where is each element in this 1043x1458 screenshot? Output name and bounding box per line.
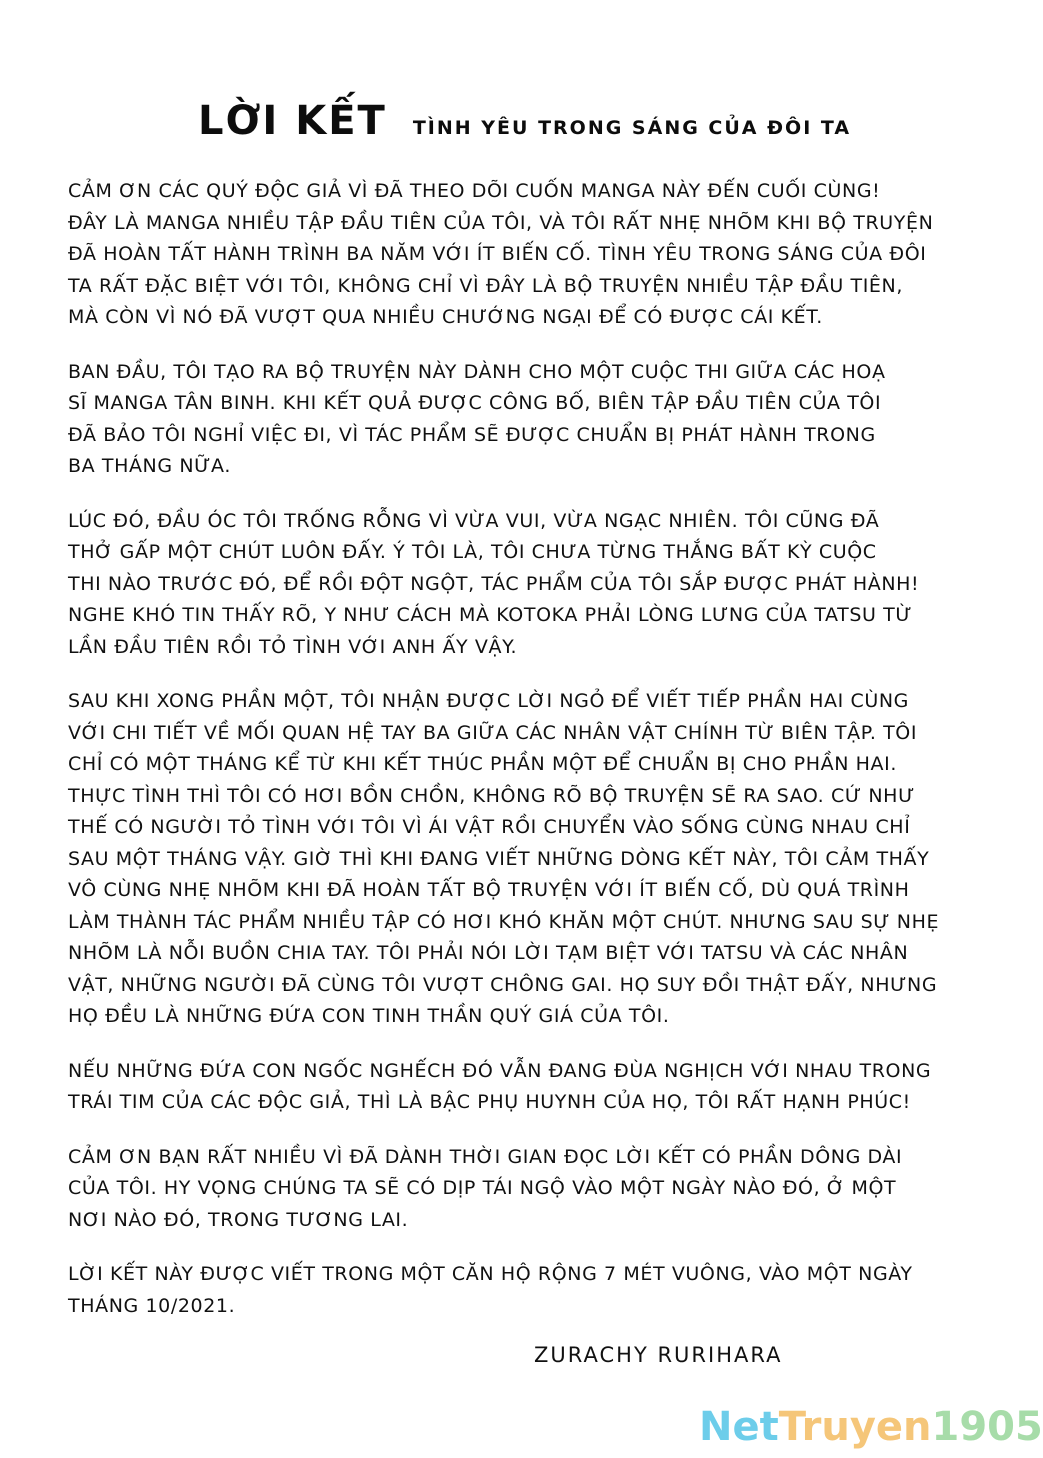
paragraph bbox=[68, 357, 968, 483]
text-line: LÚC ĐÓ, ĐẦU ÓC TÔI TRỐNG RỖNG VÌ VỪA VUI, VỪA NGẠC NHIÊN. TÔI CŨNG ĐÃ bbox=[68, 509, 880, 532]
text-line: VỚI CHI TIẾT VỀ MỐI QUAN HỆ TAY BA GIỮA CÁC NHÂN VẬT CHÍNH TỪ BIÊN TẬP. TÔI bbox=[68, 721, 918, 744]
text-line: BAN ĐẦU, TÔI TẠO RA BỘ TRUYỆN NÀY DÀNH CHO MỘT CUỘC THI GIỮA CÁC HOẠ bbox=[68, 360, 886, 383]
text-line: CẢM ƠN CÁC QUÝ ĐỘC GIẢ VÌ ĐÃ THEO DÕI CUỐN MANGA NÀY ĐẾN CUỐI CÙNG! bbox=[68, 180, 881, 202]
afterword-header bbox=[198, 98, 851, 150]
text-line: CỦA TÔI. HY VỌNG CHÚNG TA SẼ CÓ DỊP TÁI NGỘ VÀO MỘT NGÀY NÀO ĐÓ, Ở MỘT bbox=[68, 1177, 897, 1199]
text-line: TA RẤT ĐẶC BIỆT VỚI TÔI, KHÔNG CHỈ VÌ ĐÂY LÀ BỘ TRUYỆN NHIỀU TẬP ĐẦU TIÊN, bbox=[68, 274, 903, 297]
paragraph bbox=[68, 1142, 968, 1237]
text-line: THỞ GẤP MỘT CHÚT LUÔN ĐẤY. Ý TÔI LÀ, TÔI CHƯA TỪNG THẮNG BẤT KỲ CUỘC bbox=[68, 541, 877, 563]
paragraph bbox=[68, 1056, 968, 1119]
watermark-part-truyen: Truyen bbox=[778, 1404, 932, 1450]
site-watermark bbox=[699, 1404, 1043, 1450]
text-line: NẾU NHỮNG ĐỨA CON NGỐC NGHẾCH ĐÓ VẪN ĐANG ĐÙA NGHỊCH VỚI NHAU TRONG bbox=[68, 1059, 932, 1082]
text-line: ĐÂY LÀ MANGA NHIỀU TẬP ĐẦU TIÊN CỦA TÔI, VÀ TÔI RẤT NHẸ NHÕM KHI BỘ TRUYỆN bbox=[68, 211, 934, 234]
afterword-title: LỜI KẾT bbox=[198, 98, 387, 144]
text-line: TRÁI TIM CỦA CÁC ĐỘC GIẢ, THÌ LÀ BẬC PHỤ HUYNH CỦA HỌ, TÔI RẤT HẠNH PHÚC! bbox=[68, 1091, 911, 1113]
text-line: THÁNG 10/2021. bbox=[68, 1294, 236, 1317]
paragraph bbox=[68, 176, 968, 334]
text-line: CẢM ƠN BẠN RẤT NHIỀU VÌ ĐÃ DÀNH THỜI GIAN ĐỌC LỜI KẾT CÓ PHẦN DÔNG DÀI bbox=[68, 1145, 903, 1168]
text-line: THỰC TÌNH THÌ TÔI CÓ HƠI BỒN CHỒN, KHÔNG RÕ BỘ TRUYỆN SẼ RA SAO. CỨ NHƯ bbox=[68, 784, 915, 807]
afterword-body bbox=[68, 176, 968, 1345]
text-line: LÀM THÀNH TÁC PHẨM NHIỀU TẬP CÓ HƠI KHÓ KHĂN MỘT CHÚT. NHƯNG SAU SỰ NHẸ bbox=[68, 910, 940, 933]
text-line: BA THÁNG NỮA. bbox=[68, 455, 231, 477]
text-line: VẬT, NHỮNG NGƯỜI ĐÃ CÙNG TÔI VƯỢT CHÔNG GAI. HỌ SUY ĐỒI THẬT ĐẤY, NHƯNG bbox=[68, 973, 938, 996]
paragraph bbox=[68, 1259, 968, 1322]
watermark-part-net: Net bbox=[699, 1404, 779, 1450]
text-line: MÀ CÒN VÌ NÓ ĐÃ VƯỢT QUA NHIỀU CHƯỚNG NGẠI ĐỂ CÓ ĐƯỢC CÁI KẾT. bbox=[68, 306, 823, 328]
text-line: SĨ MANGA TÂN BINH. KHI KẾT QUẢ ĐƯỢC CÔNG BỐ, BIÊN TẬP ĐẦU TIÊN CỦA TÔI bbox=[68, 392, 882, 414]
text-line: HỌ ĐỀU LÀ NHỮNG ĐỨA CON TINH THẦN QUÝ GIÁ CỦA TÔI. bbox=[68, 1005, 670, 1027]
text-line: NHÕM LÀ NỖI BUỒN CHIA TAY. TÔI PHẢI NÓI LỜI TẠM BIỆT VỚI TATSU VÀ CÁC NHÂN bbox=[68, 942, 909, 964]
text-line: NGHE KHÓ TIN THẤY RÕ, Y NHƯ CÁCH MÀ KOTOKA PHẢI LÒNG LƯNG CỦA TATSU TỪ bbox=[68, 604, 913, 626]
author-signature: ZURACHY RURIHARA bbox=[534, 1343, 783, 1367]
afterword-subtitle: TÌNH YÊU TRONG SÁNG CỦA ĐÔI TA bbox=[412, 117, 852, 139]
text-line: CHỈ CÓ MỘT THÁNG KỂ TỪ KHI KẾT THÚC PHẦN MỘT ĐỂ CHUẨN BỊ CHO PHẦN HAI. bbox=[68, 753, 897, 775]
text-line: SAU MỘT THÁNG VẬY. GIỜ THÌ KHI ĐANG VIẾT NHỮNG DÒNG KẾT NÀY, TÔI CẢM THẤY bbox=[68, 847, 930, 870]
text-line: THI NÀO TRƯỚC ĐÓ, ĐỂ RỒI ĐỘT NGỘT, TÁC PHẨM CỦA TÔI SẮP ĐƯỢC PHÁT HÀNH! bbox=[68, 572, 920, 595]
text-line: THẾ CÓ NGƯỜI TỎ TÌNH VỚI TÔI VÌ ÁI VẬT RỒI CHUYỂN VÀO SỐNG CÙNG NHAU CHỈ bbox=[68, 816, 911, 838]
text-line: NƠI NÀO ĐÓ, TRONG TƯƠNG LAI. bbox=[68, 1208, 409, 1231]
paragraph bbox=[68, 506, 968, 664]
text-line: VÔ CÙNG NHẸ NHÕM KHI ĐÃ HOÀN TẤT BỘ TRUYỆN VỚI ÍT BIẾN CỐ, DÙ QUÁ TRÌNH bbox=[68, 879, 910, 901]
text-line: SAU KHI XONG PHẦN MỘT, TÔI NHẬN ĐƯỢC LỜI NGỎ ĐỂ VIẾT TIẾP PHẦN HAI CÙNG bbox=[68, 690, 910, 712]
text-line: LẦN ĐẦU TIÊN RỒI TỎ TÌNH VỚI ANH ẤY VẬY. bbox=[68, 635, 518, 658]
text-line: ĐÃ BẢO TÔI NGHỈ VIỆC ĐI, VÌ TÁC PHẨM SẼ ĐƯỢC CHUẨN BỊ PHÁT HÀNH TRONG bbox=[68, 423, 876, 446]
watermark-part-number: 1905 bbox=[931, 1404, 1043, 1450]
text-line: ĐÃ HOÀN TẤT HÀNH TRÌNH BA NĂM VỚI ÍT BIẾN CỐ. TÌNH YÊU TRONG SÁNG CỦA ĐÔI bbox=[68, 243, 927, 265]
paragraph bbox=[68, 686, 968, 1033]
text-line: LỜI KẾT NÀY ĐƯỢC VIẾT TRONG MỘT CĂN HỘ RỘNG 7 MÉT VUÔNG, VÀO MỘT NGÀY bbox=[68, 1263, 913, 1285]
